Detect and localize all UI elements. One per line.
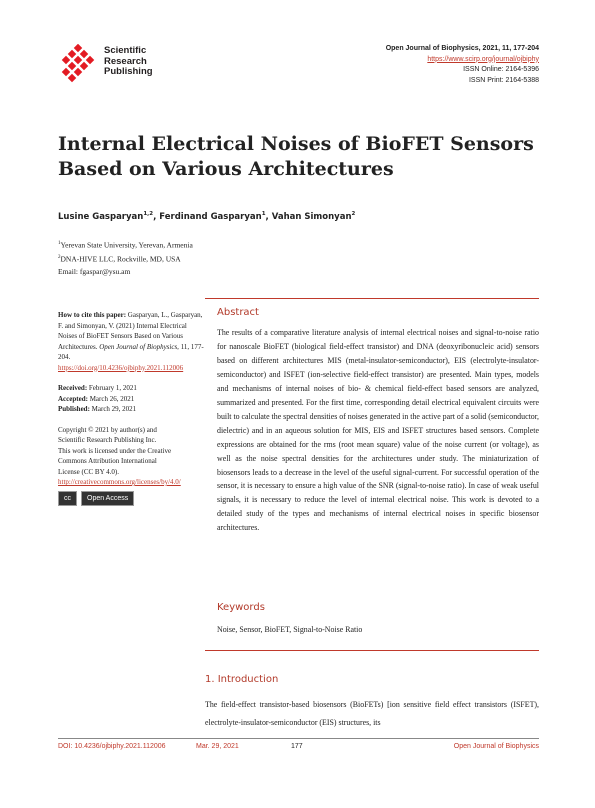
affiliation-sup: 1 [58, 241, 61, 246]
copyright-line: This work is licensed under the Creative [58, 446, 172, 455]
published-date [58, 404, 204, 415]
author-name: Ferdinand Gasparyan [159, 211, 262, 222]
open-access-badge: Open Access [81, 491, 134, 506]
license-badges [58, 491, 204, 506]
received-value: February 1, 2021 [87, 384, 137, 392]
cc-by-icon[interactable]: cc [58, 491, 77, 506]
publisher-name [104, 46, 153, 78]
received-label: Received: [58, 384, 88, 392]
author-name: Lusine Gasparyan [58, 211, 144, 222]
accepted-date [58, 394, 204, 405]
author-list [58, 211, 355, 222]
footer-date: Mar. 29, 2021 [196, 743, 239, 750]
abstract-top-rule [205, 298, 539, 299]
paper-title [58, 132, 538, 182]
doi-link[interactable]: https://doi.org/10.4236/ojbiphy.2021.112006 [58, 363, 184, 372]
license-link[interactable]: http://creativecommons.org/licenses/by/4.0/ [58, 478, 181, 486]
footer-doi[interactable]: DOI: 10.4236/ojbiphy.2021.112006 [58, 743, 166, 750]
cite-label: How to cite this paper: [58, 311, 127, 319]
author-sep: , [265, 211, 272, 222]
journal-info [386, 44, 539, 86]
author-affil-sup: 2 [351, 211, 356, 217]
keywords-text: Noise, Sensor, BioFET, Signal-to-Noise Ratio [217, 625, 363, 634]
affiliation [58, 238, 193, 252]
copyright-line: Commons Attribution International [58, 457, 157, 465]
abstract-text: The results of a comparative literature analysis of internal electrical noises and signal-to-noise ratio for nanoscale BioFET (biological field-effect transistor) and DNA (deoxyribonucleic acid) sensors based on different architectures MIS (metal-insulator-semiconductor), EIS (electrolyte-insulator-semiconductor) and ISFET (ion-selective field-effect transistor) are presented. Main types, models and mechanisms of internal noises of bio- & chemical field-effect based sensors are analyzed, summarized and presented. For the first time, corresponding detail electrical equivalent circuits were built to calculate the spectral densities of noises generated in the active part of a solid (semiconductor, dielectric) and in an aqueous solution for MIS, EIS and ISFET structures based sensors. Complete expressions are obtained for the rms (root mean square) value of the noise current (or voltage), as well as the noise spectral densities for the architectures under study. The miniaturization of biosensors leads to a decrease in the level of the useful signal-current. For successful operation of the sensor, it is necessary to ensure a high value of the SNR (signal-to-noise ratio). In case of weak useful signals, it is necessary to reduce the level of internal electrical noise. This work is devoted to a detailed study of the types and mechanisms of internal electrical noises in specific biosensor architectures. [217, 328, 539, 533]
cite-journal: Open Journal of Biophysics, [99, 342, 179, 351]
cite-text: Gasparyan, L., Gasparyan, F. and Simonyan, V. (2021) Internal Electrical Noises of BioFET Sensors Based on Various Architectures. [58, 311, 203, 351]
publisher-line: Scientific [104, 45, 147, 56]
article-sidebar [58, 310, 204, 506]
author-affil-sup: 1 [261, 211, 266, 217]
intro-text: The field-effect transistor-based biosensors (BioFETs) [ion sensitive field effect transistors (ISFET), electrolyte-insulator-semiconductor (EIS) structures, its [205, 700, 539, 727]
published-value: March 29, 2021 [89, 405, 137, 413]
page-number: 177 [291, 743, 303, 750]
intro-heading: 1. Introduction [205, 674, 279, 685]
copyright-line: Scientific Research Publishing Inc. [58, 436, 157, 444]
issn-print: ISSN Print: 2164-5388 [468, 76, 539, 84]
publisher-logo-icon [58, 44, 98, 84]
copyright-line: Copyright © 2021 by author(s) and [58, 425, 157, 434]
affiliation [58, 252, 193, 266]
affiliation-sup: 2 [58, 255, 61, 260]
affiliation-text: DNA-HIVE LLC, Rockville, MD, USA [60, 254, 181, 264]
journal-url-link[interactable]: https://www.scirp.org/journal/ojbiphy [427, 55, 539, 63]
abstract-heading: Abstract [217, 307, 259, 318]
citation-block [58, 310, 204, 363]
cite-volume: 11, 177-204. [58, 342, 204, 361]
accepted-value: March 26, 2021 [87, 394, 135, 403]
keywords-heading: Keywords [217, 602, 265, 613]
affiliations [58, 238, 193, 279]
footer-rule [58, 738, 539, 739]
title-line: Internal Electrical Noises of BioFET Sensors [58, 133, 534, 155]
author-affil-sup: 1,2 [143, 211, 154, 217]
issn-online: ISSN Online: 2164-5396 [463, 66, 539, 73]
footer-journal: Open Journal of Biophysics [453, 743, 539, 750]
title-line: Based on Various Architectures [58, 158, 394, 180]
author-sep: , [153, 211, 160, 222]
keywords-bottom-rule [205, 650, 539, 651]
received-date [58, 383, 204, 394]
publisher-line: Research [104, 55, 147, 67]
copyright-line: License (CC BY 4.0). [58, 467, 119, 476]
publisher-line: Publishing [104, 66, 153, 77]
author-name: Vahan Simonyan [271, 211, 352, 222]
email: Email: fgaspar@ysu.am [58, 267, 131, 276]
affiliation-text: Yerevan State University, Yerevan, Armenia [60, 240, 193, 250]
journal-citation: Open Journal of Biophysics, 2021, 11, 177-204 [385, 45, 539, 52]
accepted-label: Accepted: [58, 394, 88, 403]
published-label: Published: [58, 405, 90, 413]
